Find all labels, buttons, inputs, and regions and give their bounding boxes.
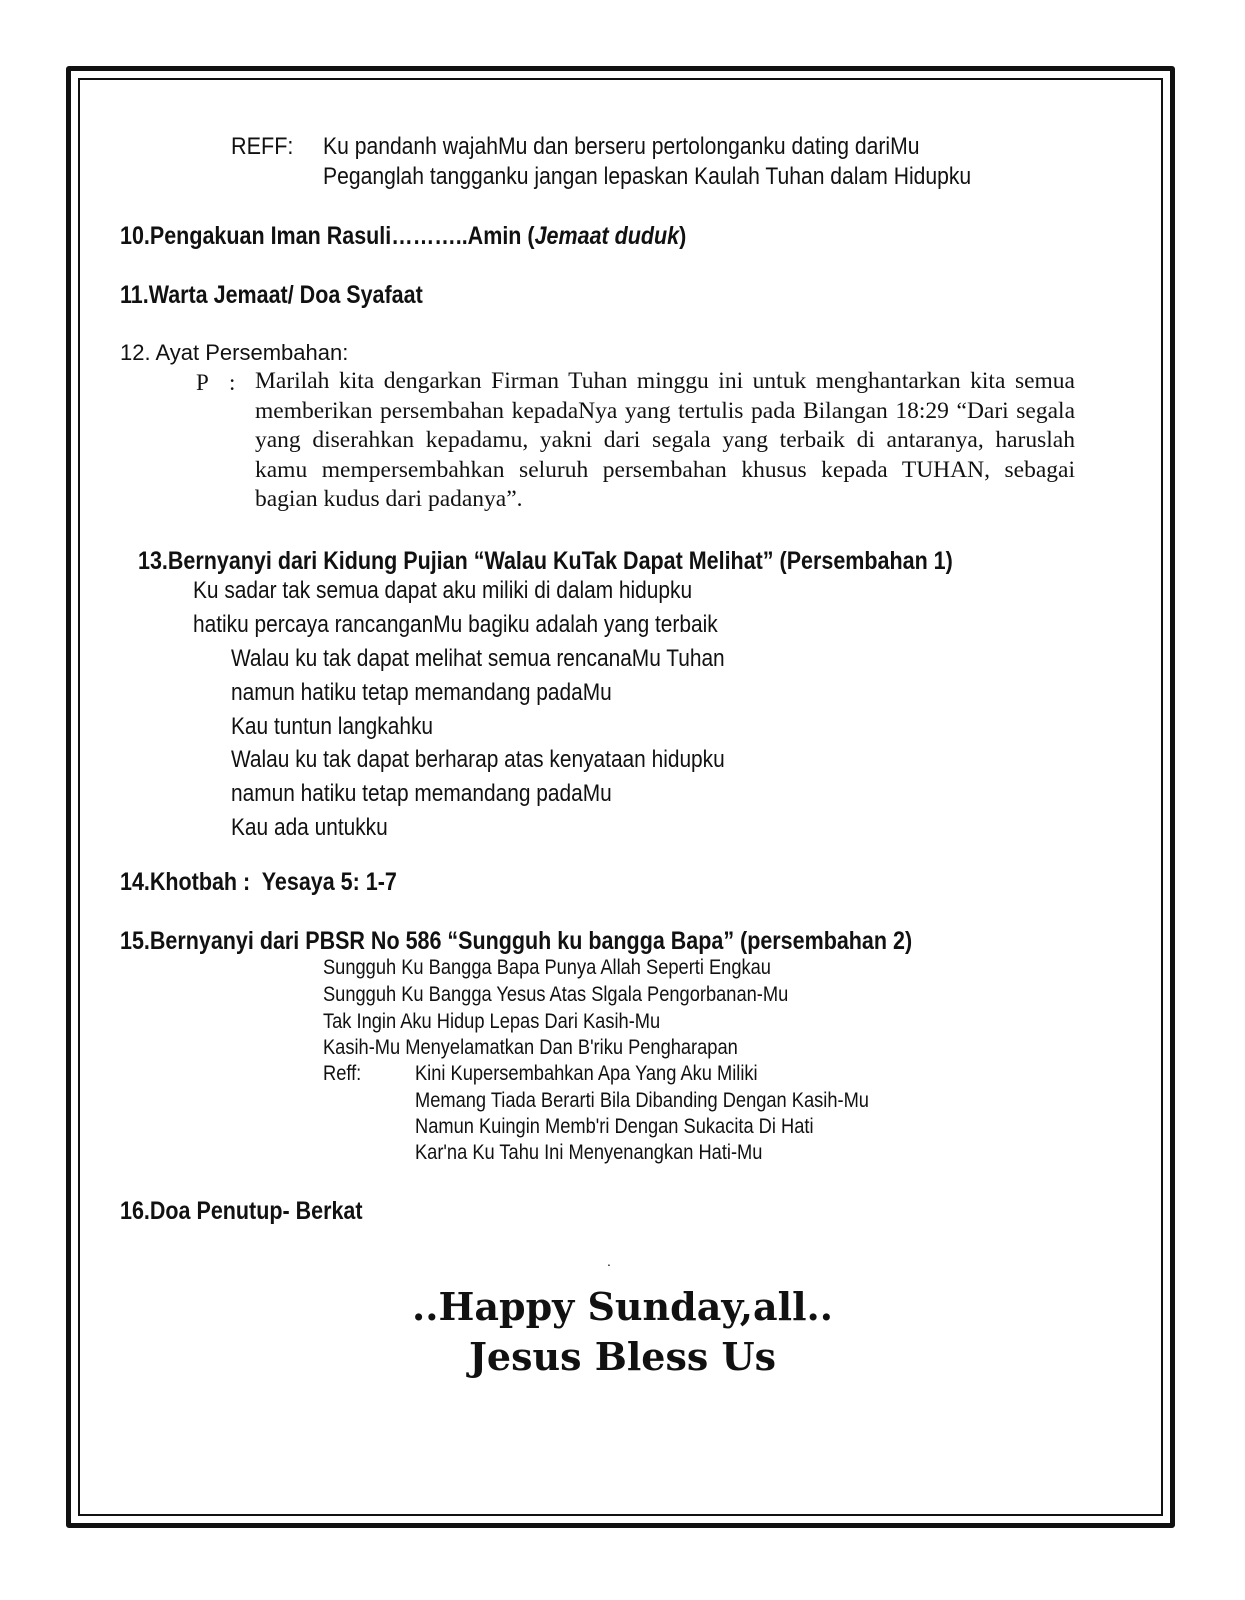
song-13-chorus-line: namun hatiku tetap memandang padaMu (231, 679, 612, 706)
song-15-reff-line: Kini Kupersembahkan Apa Yang Aku Miliki (415, 1062, 758, 1085)
song-13-chorus-line: Kau tuntun langkahku (231, 713, 434, 740)
song-13-chorus-line: Walau ku tak dapat melihat semua rencanaMu Tuhan (231, 645, 725, 672)
song-15-verse-line: Kasih-Mu Menyelamatkan Dan B'riku Pengharapan (323, 1036, 738, 1059)
song-13-verse-line: hatiku percaya rancanganMu bagiku adalah yang terbaik (193, 611, 718, 638)
song-15-reff-line: Memang Tiada Berarti Bila Dibanding Dengan Kasih-Mu (415, 1089, 869, 1112)
speaker-label: P (196, 370, 209, 395)
reff-line-2: Peganglah tangganku jangan lepaskan Kaulah Tuhan dalam Hidupku (323, 163, 972, 190)
speaker-colon: : (229, 370, 236, 395)
song-15-verse-line: Tak Ingin Aku Hidup Lepas Dari Kasih-Mu (323, 1010, 661, 1033)
item-15-heading: 15.Bernyanyi dari PBSR No 586 “Sungguh ku bangga Bapa” (persembahan 2) (120, 927, 913, 955)
item-14-heading: 14.Khotbah : Yesaya 5: 1-7 (120, 868, 397, 896)
song-15-reff-label: Reff: (323, 1062, 362, 1085)
song-13-chorus-line: Walau ku tak dapat berharap atas kenyataan hidupku (231, 746, 725, 773)
closing-greeting: ..Happy Sunday,all.. (412, 1284, 833, 1329)
song-13-chorus-line: Kau ada untukku (231, 814, 388, 841)
song-15-reff-line: Namun Kuingin Memb'ri Dengan Sukacita Di Hati (415, 1115, 814, 1138)
offering-verse: Marilah kita dengarkan Firman Tuhan minggu ini untuk menghantarkan kita semua memberikan persembahan kepadaNya yang tertulis pada Bilangan 18:29 “Dari segala yang diserahkan kepadamu, yakni dari segala yang terbaik di antaranya, haruslah kamu mempersembahkan seluruh persembahan khusus kepada TUHAN, sebagai bagian kudus dari padanya”. (255, 368, 1075, 512)
song-15-verse-line: Sungguh Ku Bangga Yesus Atas Slgala Pengorbanan-Mu (323, 983, 789, 1006)
item-10-heading: 10.Pengakuan Iman Rasuli………..Amin (Jemaat duduk) (120, 222, 687, 250)
stray-dot: . (607, 1253, 611, 1269)
song-13-verse-line: Ku sadar tak semua dapat aku miliki di dalam hidupku (193, 577, 693, 604)
item-13-heading: 13.Bernyanyi dari Kidung Pujian “Walau KuTak Dapat Melihat” (Persembahan 1) (138, 547, 953, 575)
reff-line-1: Ku pandanh wajahMu dan berseru pertolonganku dating dariMu (323, 133, 920, 160)
song-13-chorus-line: namun hatiku tetap memandang padaMu (231, 780, 612, 807)
reff-label: REFF: (231, 133, 294, 160)
song-15-verse-line: Sungguh Ku Bangga Bapa Punya Allah Seperti Engkau (323, 956, 771, 979)
item-12-heading: 12. Ayat Persembahan: (120, 340, 349, 365)
item-11-heading: 11.Warta Jemaat/ Doa Syafaat (120, 281, 423, 309)
item-16-heading: 16.Doa Penutup- Berkat (120, 1197, 363, 1225)
item-10-note: Jemaat duduk (534, 222, 680, 250)
song-15-reff-line: Kar'na Ku Tahu Ini Menyenangkan Hati-Mu (415, 1141, 763, 1164)
closing-blessing: Jesus Bless Us (468, 1334, 777, 1379)
